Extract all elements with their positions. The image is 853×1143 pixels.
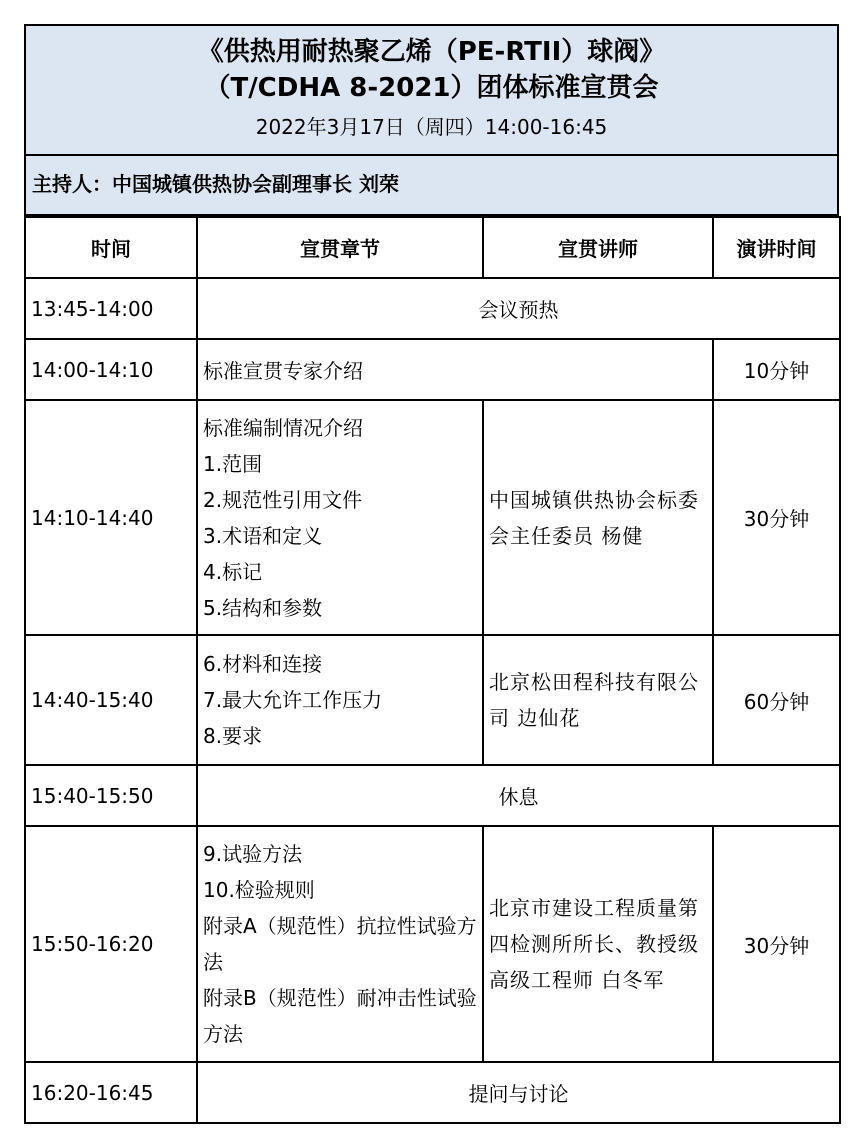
chapter-line: 5.结构和参数 — [203, 595, 323, 620]
column-header-chapter: 宣贯章节 — [197, 217, 483, 278]
row-time: 13:45-14:00 — [25, 278, 197, 339]
column-header-speaker: 宣贯讲师 — [483, 217, 713, 278]
row-time: 16:20-16:45 — [25, 1062, 197, 1123]
chapter-line: 标准编制情况介绍 — [203, 415, 363, 440]
row-time: 14:00-14:10 — [25, 339, 197, 400]
row-speaker: 中国城镇供热协会标委会主任委员 杨健 — [483, 400, 713, 635]
row-duration: 30分钟 — [713, 400, 840, 635]
host-line: 主持人：中国城镇供热协会副理事长 刘荣 — [24, 156, 839, 216]
chapter-line: 9.试验方法 — [203, 842, 303, 866]
table-row — [25, 400, 840, 635]
agenda-sheet — [24, 24, 839, 1124]
chapter-line: 3.术语和定义 — [203, 523, 323, 548]
chapter-line: 附录A（规范性）抗拉性试验方法 — [203, 914, 477, 974]
row-time: 14:10-14:40 — [25, 400, 197, 635]
table-row — [25, 765, 840, 826]
row-time: 15:50-16:20 — [25, 826, 197, 1062]
row-chapter: 标准宣贯专家介绍 — [197, 339, 713, 400]
chapter-line: 8.要求 — [203, 724, 263, 748]
agenda-header — [24, 24, 839, 156]
row-time: 15:40-15:50 — [25, 765, 197, 826]
table-row — [25, 826, 840, 1062]
row-time: 14:40-15:40 — [25, 635, 197, 765]
table-row — [25, 1062, 840, 1123]
title-line-2: （T/CDHA 8-2021）团体标准宣贯会 — [204, 73, 659, 103]
row-chapter — [197, 826, 483, 1062]
table-row — [25, 278, 840, 339]
chapter-line: 4.标记 — [203, 559, 263, 584]
agenda-table — [24, 216, 841, 1124]
row-chapter — [197, 400, 483, 635]
row-session: 会议预热 — [197, 278, 840, 339]
title-line-1: 《供热用耐热聚乙烯（PE-RTII）球阀》 — [197, 37, 666, 67]
row-session: 休息 — [197, 765, 840, 826]
row-speaker: 北京松田程科技有限公司 边仙花 — [483, 635, 713, 765]
date-line: 2022年3月17日（周四）14:00-16:45 — [255, 115, 608, 139]
column-header-duration: 演讲时间 — [713, 217, 840, 278]
chapter-line: 10.检验规则 — [203, 878, 315, 902]
table-header-row — [25, 217, 840, 278]
table-row — [25, 339, 840, 400]
chapter-line: 6.材料和连接 — [203, 652, 323, 676]
table-row — [25, 635, 840, 765]
row-duration: 30分钟 — [713, 826, 840, 1062]
chapter-line: 2.规范性引用文件 — [203, 487, 363, 512]
chapter-line: 1.范围 — [203, 451, 263, 476]
chapter-line: 7.最大允许工作压力 — [203, 688, 383, 712]
row-session: 提问与讨论 — [197, 1062, 840, 1123]
row-speaker: 北京市建设工程质量第四检测所所长、教授级高级工程师 白冬军 — [483, 826, 713, 1062]
chapter-line: 附录B（规范性）耐冲击性试验方法 — [203, 986, 477, 1046]
row-duration: 60分钟 — [713, 635, 840, 765]
column-header-time: 时间 — [25, 217, 197, 278]
row-chapter — [197, 635, 483, 765]
row-duration: 10分钟 — [713, 339, 840, 400]
